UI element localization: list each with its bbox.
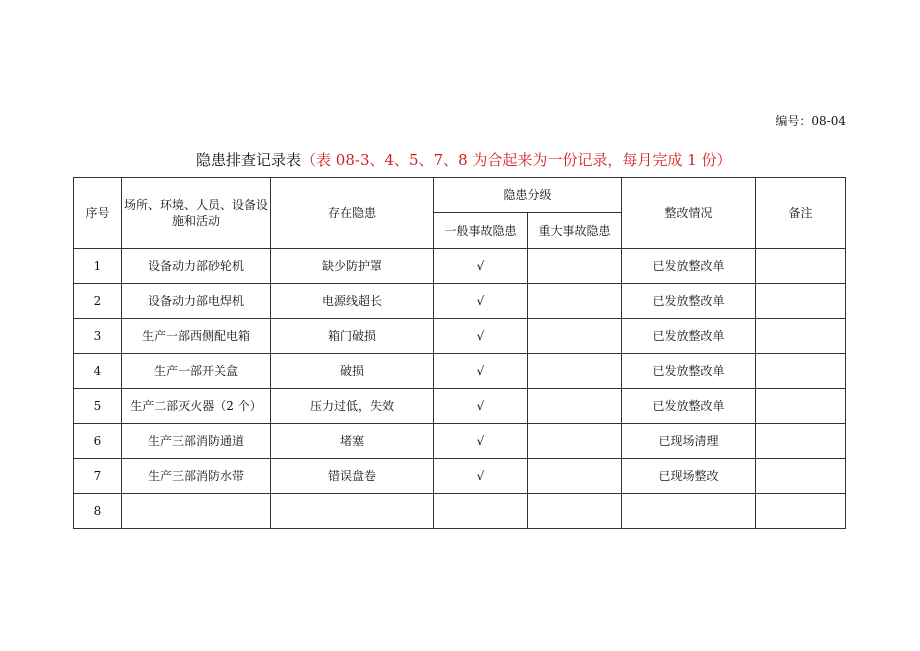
title-main: 隐患排查记录表 (196, 151, 302, 169)
cell-seq: 6 (74, 424, 122, 459)
header-seq: 序号 (74, 178, 122, 249)
cell-seq: 7 (74, 459, 122, 494)
cell-remarks (756, 249, 846, 284)
header-hazard-level: 隐患分级 (434, 178, 622, 213)
header-location: 场所、环境、人员、设备设施和活动 (122, 178, 271, 249)
cell-major-hazard (528, 284, 622, 319)
header-hazard: 存在隐患 (271, 178, 434, 249)
cell-rectification: 已现场清理 (622, 424, 756, 459)
cell-seq: 1 (74, 249, 122, 284)
cell-major-hazard (528, 249, 622, 284)
cell-general-hazard (434, 494, 528, 529)
cell-hazard: 破损 (271, 354, 434, 389)
cell-major-hazard (528, 389, 622, 424)
cell-major-hazard (528, 494, 622, 529)
header-rectification: 整改情况 (622, 178, 756, 249)
header-major-hazard: 重大事故隐患 (528, 213, 622, 249)
cell-general-hazard: √ (434, 354, 528, 389)
table-row (74, 494, 846, 529)
cell-general-hazard: √ (434, 389, 528, 424)
cell-remarks (756, 284, 846, 319)
cell-remarks (756, 319, 846, 354)
cell-rectification: 已现场整改 (622, 459, 756, 494)
table-row (74, 459, 846, 494)
cell-major-hazard (528, 354, 622, 389)
cell-general-hazard: √ (434, 459, 528, 494)
cell-remarks (756, 494, 846, 529)
cell-general-hazard: √ (434, 249, 528, 284)
title-note: （表 08-3、4、5、7、8 为合起来为一份记录，每月完成 1 份） (301, 151, 732, 169)
table-row (74, 389, 846, 424)
cell-location: 生产三部消防通道 (122, 424, 271, 459)
cell-rectification (622, 494, 756, 529)
table-header-row (74, 178, 846, 213)
cell-seq: 4 (74, 354, 122, 389)
cell-rectification: 已发放整改单 (622, 389, 756, 424)
cell-major-hazard (528, 459, 622, 494)
cell-general-hazard: √ (434, 424, 528, 459)
cell-rectification: 已发放整改单 (622, 319, 756, 354)
cell-rectification: 已发放整改单 (622, 284, 756, 319)
cell-remarks (756, 389, 846, 424)
cell-seq: 3 (74, 319, 122, 354)
cell-hazard: 箱门破损 (271, 319, 434, 354)
cell-location: 生产一部西侧配电箱 (122, 319, 271, 354)
table-row (74, 319, 846, 354)
cell-hazard: 压力过低，失效 (271, 389, 434, 424)
cell-remarks (756, 459, 846, 494)
document-title (196, 150, 732, 170)
table-row (74, 424, 846, 459)
cell-location: 生产二部灭火器（2 个） (122, 389, 271, 424)
cell-location: 设备动力部砂轮机 (122, 249, 271, 284)
table-row (74, 249, 846, 284)
cell-location: 生产三部消防水带 (122, 459, 271, 494)
cell-seq: 8 (74, 494, 122, 529)
cell-hazard: 电源线超长 (271, 284, 434, 319)
cell-major-hazard (528, 424, 622, 459)
cell-location: 设备动力部电焊机 (122, 284, 271, 319)
table-row (74, 354, 846, 389)
cell-hazard (271, 494, 434, 529)
document-number: 编号：08-04 (775, 114, 846, 128)
header-general-hazard: 一般事故隐患 (434, 213, 528, 249)
cell-hazard: 堵塞 (271, 424, 434, 459)
cell-remarks (756, 424, 846, 459)
cell-hazard: 错误盘卷 (271, 459, 434, 494)
table-body (74, 249, 846, 529)
cell-rectification: 已发放整改单 (622, 354, 756, 389)
cell-seq: 5 (74, 389, 122, 424)
cell-location (122, 494, 271, 529)
cell-remarks (756, 354, 846, 389)
table-row (74, 284, 846, 319)
cell-hazard: 缺少防护罩 (271, 249, 434, 284)
hazard-record-table (73, 177, 846, 529)
cell-general-hazard: √ (434, 319, 528, 354)
cell-major-hazard (528, 319, 622, 354)
cell-seq: 2 (74, 284, 122, 319)
cell-rectification: 已发放整改单 (622, 249, 756, 284)
cell-location: 生产一部开关盒 (122, 354, 271, 389)
header-remarks: 备注 (756, 178, 846, 249)
cell-general-hazard: √ (434, 284, 528, 319)
